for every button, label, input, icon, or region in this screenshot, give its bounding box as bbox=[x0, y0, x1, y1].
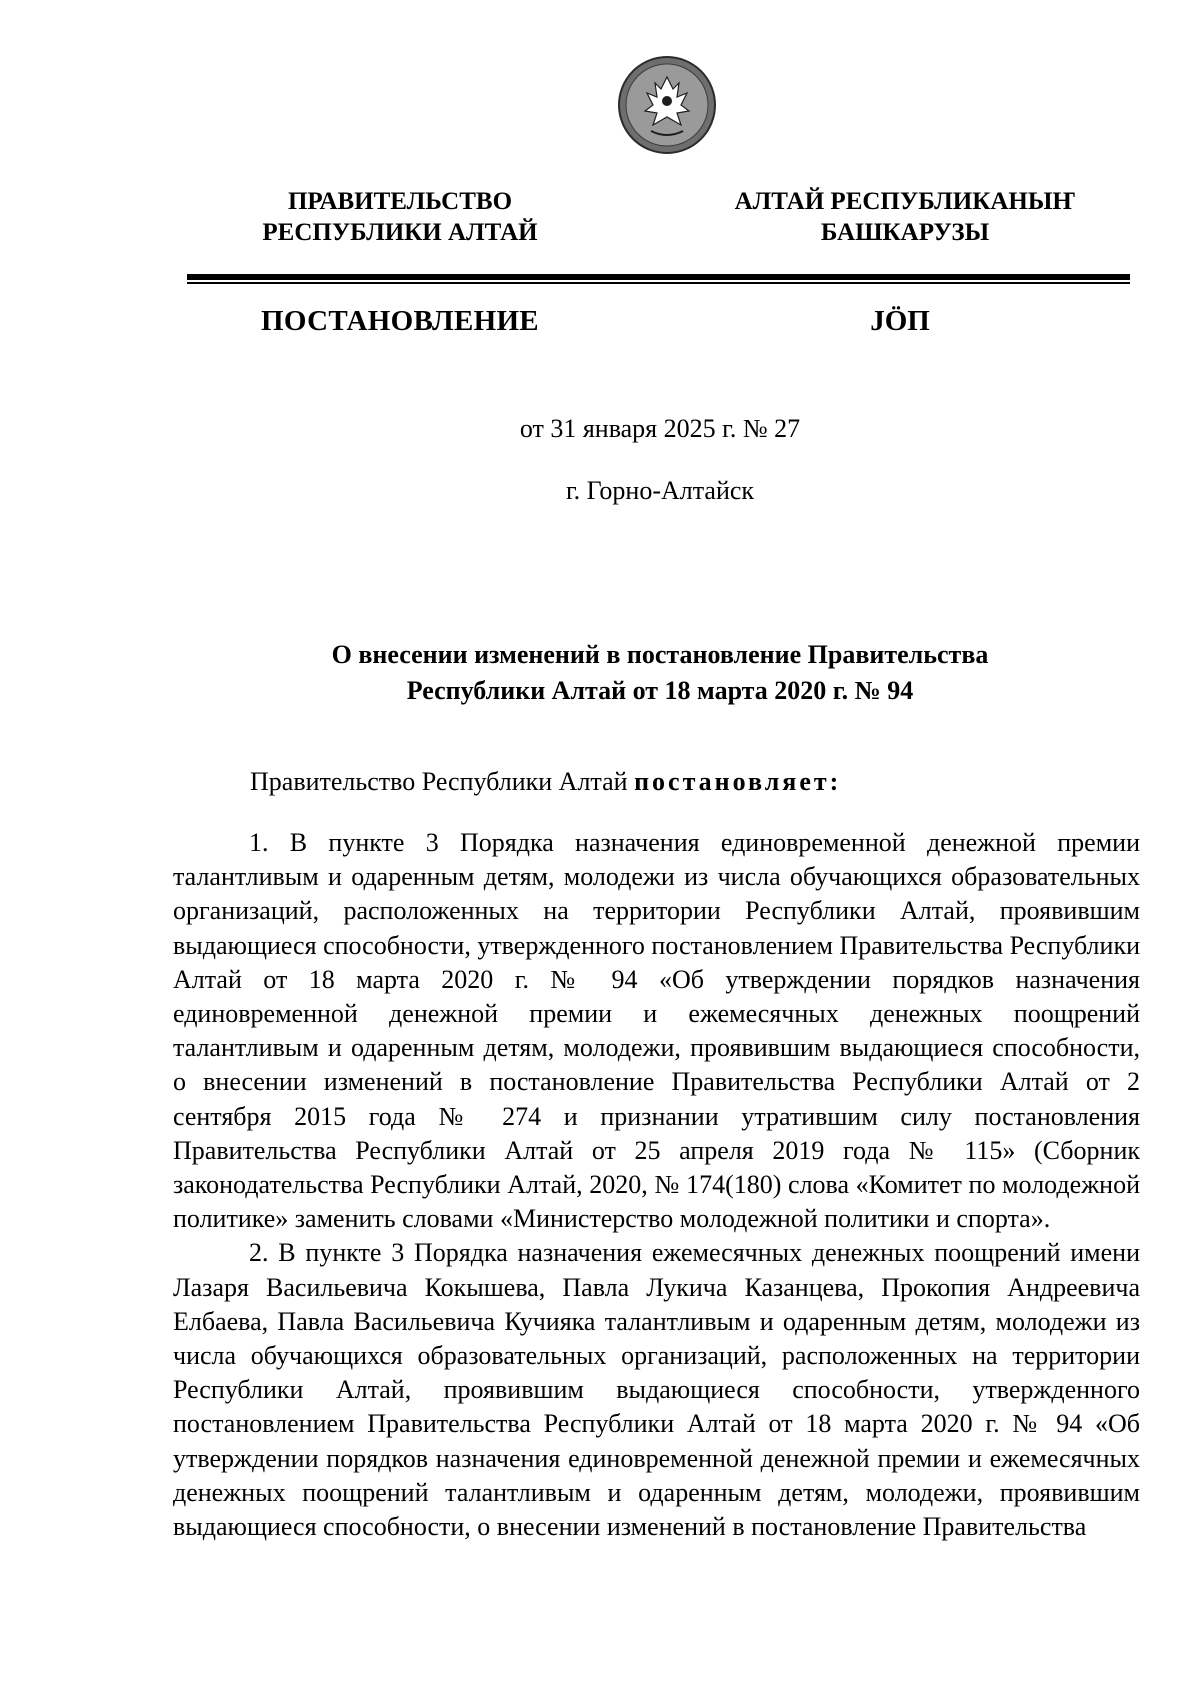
decree-type-altai: JÖП bbox=[870, 305, 930, 337]
government-name-russian bbox=[250, 186, 550, 248]
government-name-altai bbox=[705, 186, 1105, 248]
header-left-line1: ПРАВИТЕЛЬСТВО bbox=[287, 188, 513, 215]
paragraph-1: 1. В пункте 3 Порядка назначения единовременной денежной премии талантливым и одаренным детям, молодежи из числа обучающихся образовательных организаций, расположенных на территории Республики Алтай, проявившим выдающиеся способности, утвержденного постановлением Правительства Республики Алтай от 18 марта 2020 г. № 94 «Об утверждении порядков назначения единовременной денежной премии и ежемесячных денежных поощрений талантливым и одаренным детям, молодежи, проявившим выдающиеся способности, о внесении изменений в постановление Правительства Республики Алтай от 2 сентября 2015 года № 274 и признании утратившим силу постановления Правительства Республики Алтай от 25 апреля 2019 года № 115» (Сборник законодательства Республики Алтай, 2020, № 174(180) слова «Комитет по молодежной политике» заменить словами «Министерство молодежной политики и спорта». bbox=[173, 828, 1140, 1234]
preamble-text: Правительство Республики Алтай bbox=[250, 767, 635, 796]
header-left-line2: РЕСПУБЛИКИ АЛТАЙ bbox=[262, 219, 538, 246]
decree-type-russian: ПОСТАНОВЛЕНИЕ bbox=[261, 305, 539, 337]
header-right-line2: БАШКАРУЗЫ bbox=[820, 219, 990, 246]
preamble bbox=[250, 766, 1150, 798]
decree-date-number: от 31 января 2025 г. № 27 bbox=[519, 414, 801, 443]
title-line1: О внесении изменений в постановление Правительства bbox=[331, 640, 989, 669]
divider-thick-line bbox=[187, 274, 1130, 280]
paragraph-2: 2. В пункте 3 Порядка назначения ежемесячных денежных поощрений имени Лазаря Васильевича Кокышева, Павла Лукича Казанцева, Прокопия Андреевича Елбаева, Павла Васильевича Кучияка талантливым и одаренным детям, молодежи из числа обучающихся образовательных организаций, расположенных на территории Республики Алтай, проявившим выдающиеся способности, утвержденного постановлением Правительства Республики Алтай от 18 марта 2020 г. № 94 «Об утверждении порядков назначения единовременной денежной премии и ежемесячных денежных поощрений талантливым и одаренным детям, молодежи, проявившим выдающиеся способности, о внесении изменений в постановление Правительства bbox=[173, 1238, 1140, 1542]
coat-of-arms-emblem bbox=[617, 55, 717, 155]
decree-title bbox=[200, 637, 1120, 709]
decree-body bbox=[173, 826, 1140, 1544]
header-right-line1: АЛТАЙ РЕСПУБЛИКАНЫҤ bbox=[734, 188, 1076, 215]
decree-city: г. Горно-Алтайск bbox=[565, 476, 755, 505]
title-line2: Республики Алтай от 18 марта 2020 г. № 94 bbox=[406, 676, 914, 705]
header-divider bbox=[187, 274, 1130, 286]
preamble-emphasis: постановляет: bbox=[634, 767, 842, 796]
divider-thin-line bbox=[187, 282, 1130, 284]
